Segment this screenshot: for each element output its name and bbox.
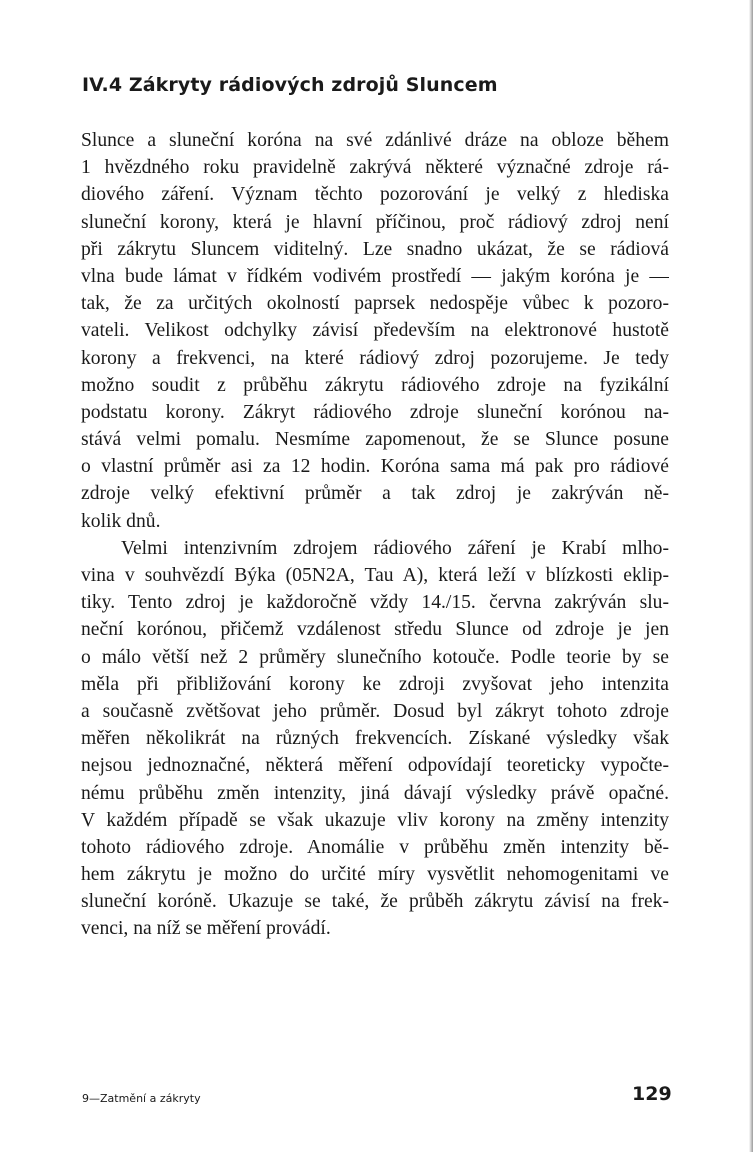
paragraph-1 — [81, 127, 669, 535]
text-line: Slunce a sluneční koróna na své zdánlivé dráze na obloze během — [81, 130, 669, 151]
text-line: nému průběhu změn intenzity, jiná dávají výsledky právě opačné. — [81, 782, 669, 804]
text-line: o vlastní průměr asi za 12 hodin. Koróna sama má pak pro rádiové — [81, 456, 669, 478]
text-line: tak, že za určitých okolností paprsek nedospěje vůbec k pozoro- — [81, 293, 669, 315]
text-line: Velmi intenzivním zdrojem rádiového záření je Krabí mlho- — [121, 537, 669, 559]
text-line: podstatu korony. Zákryt rádiového zdroje sluneční korónou na- — [81, 401, 669, 423]
text-line: vina v souhvězdí Býka (05N2A, Tau A), která leží v blízkosti eklip- — [81, 565, 669, 586]
text-line: hem zákrytu je možno do určité míry vysvětlit nehomogenitami ve — [81, 864, 669, 886]
text-line: při zákrytu Sluncem viditelný. Lze snadno ukázat, že se rádiová — [81, 238, 669, 260]
text-line: korony a frekvenci, na které rádiový zdroj pozorujeme. Je tedy — [81, 347, 669, 369]
text-line: stává velmi pomalu. Nesmíme zapomenout, že se Slunce posune — [81, 429, 669, 451]
text-line: zdroje velký efektivní průměr a tak zdroj je zakrýván ně- — [81, 483, 669, 505]
text-line: sluneční korony, která je hlavní příčinou, proč rádiový zdroj není — [81, 211, 669, 233]
section-heading: IV.4 Zákryty rádiových zdrojů Sluncem — [82, 74, 498, 96]
footer-signature: 9—Zatmění a zákryty — [82, 1092, 201, 1105]
body-text — [81, 127, 669, 943]
text-line: vateli. Velikost odchylky závisí především na elektronové hustotě — [81, 320, 669, 342]
text-line: vlna bude lámat v řídkém vodivém prostředí — jakým koróna je — — [81, 265, 669, 287]
text-line: 1 hvězdného roku pravidelně zakrývá některé význačné zdroje rá- — [81, 157, 669, 179]
text-line: měla při přibližování korony ke zdroji zvyšovat jeho intenzita — [81, 673, 669, 695]
text-line: V každém případě se však ukazuje vliv korony na změny intenzity — [81, 809, 669, 831]
text-line: neční korónou, přičemž vzdálenost středu Slunce od zdroje je jen — [81, 619, 669, 641]
paragraph-2 — [81, 535, 669, 943]
text-line: diového záření. Význam těchto pozorování je velký z hlediska — [81, 184, 669, 206]
text-line: a současně zvětšovat jeho průměr. Dosud byl zákryt tohoto zdroje — [81, 700, 669, 722]
text-line: o málo větší než 2 průměry slunečního kotouče. Podle teorie by se — [81, 646, 669, 668]
text-line: sluneční koróně. Ukazuje se také, že průběh zákrytu závisí na frek- — [81, 891, 669, 913]
text-line: měřen několikrát na různých frekvencích. Získané výsledky však — [81, 728, 669, 750]
text-line: možno soudit z průběhu zákrytu rádiového zdroje na fyzikální — [81, 374, 669, 396]
text-line: kolik dnů. — [81, 510, 161, 532]
text-line: tiky. Tento zdroj je každoročně vždy 14./15. června zakrýván slu- — [81, 592, 669, 614]
text-line: venci, na níž se měření provádí. — [81, 918, 331, 940]
page-edge-shadow — [749, 0, 753, 1152]
text-line: tohoto rádiového zdroje. Anomálie v průběhu změn intenzity bě- — [81, 836, 669, 858]
page-number: 129 — [632, 1083, 672, 1105]
text-line: nejsou jednoznačné, některá měření odpovídají teoreticky vypočte- — [81, 755, 669, 777]
